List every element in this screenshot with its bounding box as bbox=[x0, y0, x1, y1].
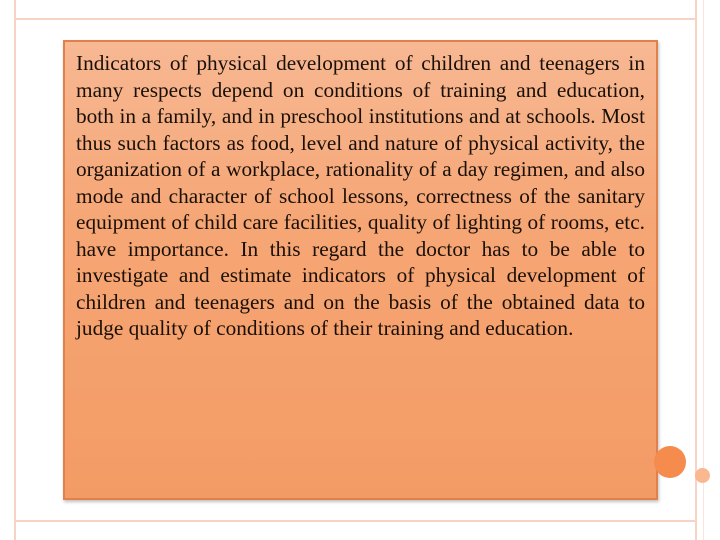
body-paragraph: Indicators of physical development of children and teenagers in many respects depend on conditions of training and education, both in a family, and in preschool institutions and at schools. Most thus such factors as food, level and nature of physical activity, the organization of a workplace, rationality of a day regimen, and also mode and character of school lessons, correctness of the sanitary equipment of child care facilities, quality of lighting of rooms, etc. have importance. In this regard the doctor has to be able to investigate and estimate indicators of physical development of children and teenagers and on the basis of the obtained data to judge quality of conditions of their training and education. bbox=[76, 51, 645, 340]
frame-line-right-inner bbox=[703, 0, 704, 540]
content-text-box bbox=[63, 40, 658, 500]
frame-line-bottom bbox=[14, 520, 697, 522]
frame-line-left bbox=[14, 0, 16, 540]
decorative-circle-large bbox=[654, 446, 686, 478]
frame-line-right bbox=[695, 0, 697, 540]
decorative-circle-small bbox=[695, 468, 710, 483]
frame-line-top bbox=[14, 18, 697, 20]
